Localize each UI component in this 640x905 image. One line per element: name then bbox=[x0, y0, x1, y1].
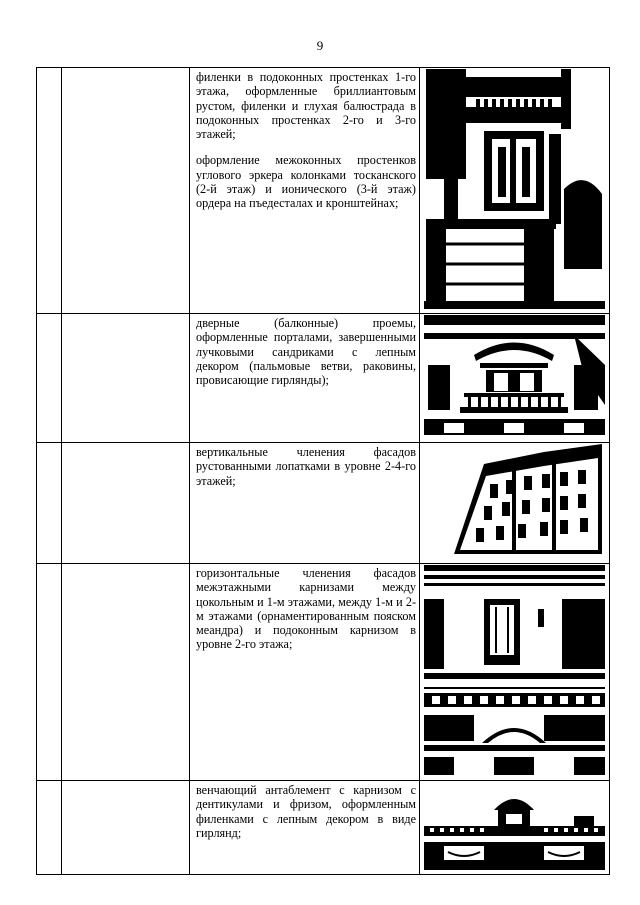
description-cell bbox=[190, 314, 420, 443]
description-text: вертикальные членения фасадов рустованными лопатками в уровне 2-4-го этажей; bbox=[196, 445, 416, 488]
table-row bbox=[37, 781, 610, 875]
document-table bbox=[36, 67, 610, 875]
number-cell bbox=[37, 781, 62, 875]
page-number: 9 bbox=[316, 38, 324, 53]
cornices-photos bbox=[424, 565, 605, 775]
description-text: венчающий антаблемент с карнизом с дентикулами и фризом, оформленным филенками с лепным декором в виде гирлянд; bbox=[196, 783, 416, 840]
description-text: дверные (балконные) проемы, оформленные порталами, завершенными лучковыми сандриками с лепным декором (пальмовые ветви, раковины, провисающие гирлянды); bbox=[196, 316, 416, 388]
table-row bbox=[37, 443, 610, 564]
description-cell bbox=[190, 443, 420, 564]
table-row bbox=[37, 564, 610, 781]
balcony-portal-photo bbox=[424, 315, 605, 435]
corner-bay-window-photo bbox=[424, 69, 605, 309]
description-text: филенки в подоконных простенках 1-го этажа, оформленные бриллиантовым рустом, филенки и глухая балюстрада в подоконных простенках 2-го и 3-го этажей; bbox=[196, 70, 416, 142]
object-cell bbox=[62, 314, 190, 443]
number-cell bbox=[37, 68, 62, 314]
object-cell bbox=[62, 68, 190, 314]
number-cell bbox=[37, 443, 62, 564]
number-cell bbox=[37, 564, 62, 781]
photo-cell bbox=[420, 314, 610, 443]
photo-cell bbox=[420, 781, 610, 875]
photo-cell bbox=[420, 68, 610, 314]
object-cell bbox=[62, 781, 190, 875]
description-cell bbox=[190, 68, 420, 314]
description-text: оформление межоконных простенков углового эркера колонками тосканского (2-й этаж) и ионического (3-й этаж) ордера на пъедесталах и кронштейнах; bbox=[196, 153, 416, 211]
object-cell bbox=[62, 443, 190, 564]
description-text: горизонтальные членения фасадов межэтажными карнизами между цокольным и 1-м этажами, между 1-м и 2-м этажами (орнаментированным пояском меандра) и подоконным карнизом в уровне 2-го этажа; bbox=[196, 566, 416, 652]
table-row bbox=[37, 314, 610, 443]
object-cell bbox=[62, 564, 190, 781]
number-cell bbox=[37, 314, 62, 443]
facade-pilasters-photo bbox=[424, 444, 605, 558]
photo-cell bbox=[420, 564, 610, 781]
description-cell bbox=[190, 564, 420, 781]
description-cell bbox=[190, 781, 420, 875]
table-row bbox=[37, 68, 610, 314]
entablature-photo bbox=[424, 782, 605, 870]
photo-cell bbox=[420, 443, 610, 564]
